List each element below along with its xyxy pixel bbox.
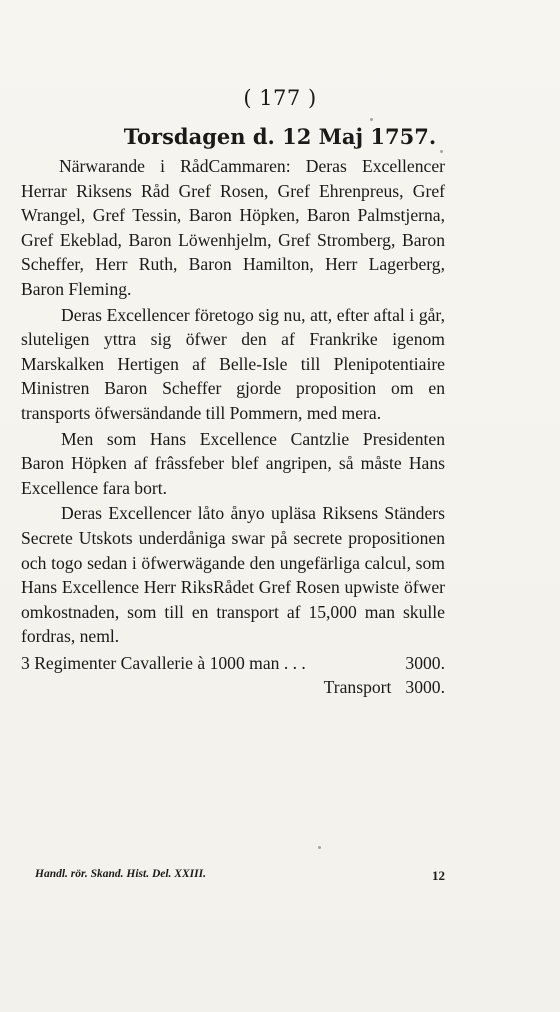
page-body xyxy=(21,154,445,700)
paragraph-proposition: Deras Excellencer företogo sig nu, att, efter aftal i går, sluteligen yttra sig öfwer den af Frankrike igenom Marskalken Hertigen af Belle-Isle till Plenipotentiaire Ministren Baron Scheffer gjorde proposition om en transports öfwersändande till Pommern, med mera. xyxy=(21,304,445,423)
paragraph-departure: Men som Hans Excellence Cantzlie Presidenten Baron Höpken af frâssfeber blef angripen, så måste Hans Excellence fara bort. xyxy=(21,428,445,498)
entry-date-heading: Torsdagen d. 12 Maj 1757. xyxy=(123,124,437,149)
printer-signature: 12 xyxy=(432,868,445,883)
paragraph-calculation: Deras Excellencer låto ånyo upläsa Riksens Ständers Secrete Utskots underdåniga swar på secrete propositionen och togo sedan i öfwerwägande den ungefärliga calcul, som Hans Excellence Herr RiksRådet Gref Rosen upwiste öfwer omkostnaden, som till en transport af 15,000 man skulle fordras, neml. xyxy=(21,503,445,647)
page-footer xyxy=(35,868,445,884)
paragraph-attendees: Närwarande i RådCammaren: Deras Excellencer Herrar Riksens Råd Gref Rosen, Gref Ehrenpreus, Gref Wrangel, Gref Tessin, Baron Höpken, Baron Palmstjerna, Gref Ekeblad, Baron Löwenhjelm, Gref Stromberg, Baron Scheffer, Herr Ruth, Baron Hamilton, Herr Lagerberg, Baron Fleming. xyxy=(21,156,445,299)
regiment-cost-value: 3000. xyxy=(405,652,445,673)
regiment-cost-line xyxy=(21,651,445,676)
ink-speck xyxy=(370,118,373,121)
source-reference: Handl. rör. Skand. Hist. Del. XXIII. xyxy=(35,868,206,880)
transport-label: Transport xyxy=(323,677,392,698)
transport-value: 3000. xyxy=(405,677,445,698)
page-number: ( 177 ) xyxy=(243,86,317,110)
ink-speck xyxy=(440,150,443,153)
regiment-cost-label: 3 Regimenter Cavallerie à 1000 man . . . xyxy=(21,652,306,673)
ink-speck xyxy=(318,846,321,849)
transport-carry-line xyxy=(21,675,445,700)
